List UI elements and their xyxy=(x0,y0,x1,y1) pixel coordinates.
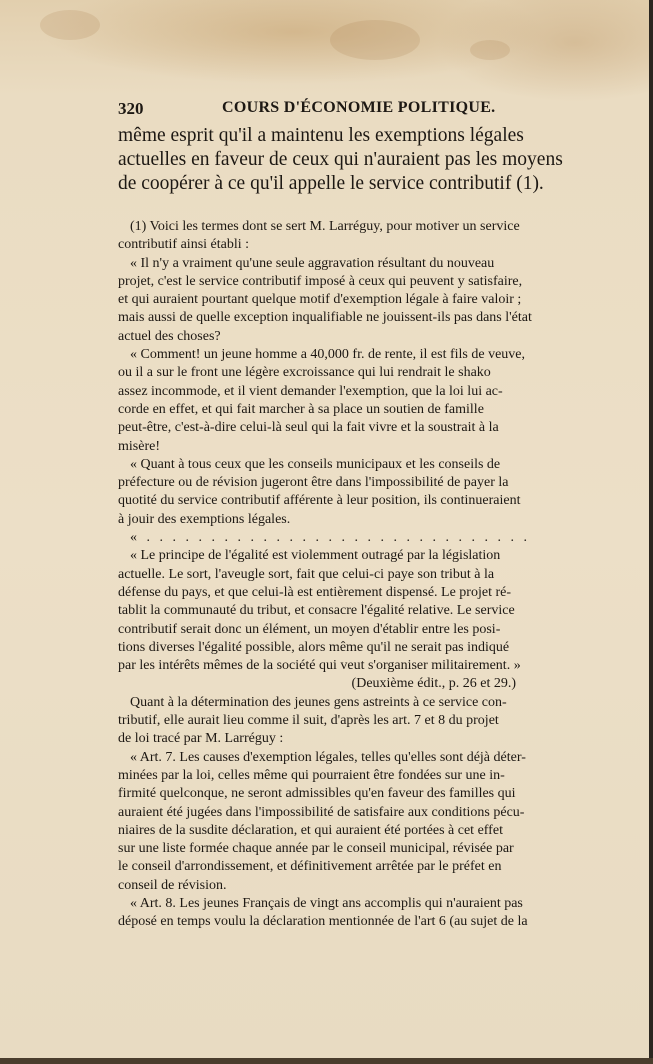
footnote-paragraph xyxy=(118,547,580,675)
page-number: 320 xyxy=(118,99,144,118)
text-line: « Art. 8. Les jeunes Français de vingt ans accomplis qui n'auraient pas xyxy=(130,895,523,911)
page-edge-shadow xyxy=(0,1058,653,1064)
text-line: conseil de révision. xyxy=(118,877,227,893)
running-title: COURS D'ÉCONOMIE POLITIQUE. xyxy=(222,99,496,116)
text-line: préfecture ou de révision jugeront être dans l'impossibilité de payer la xyxy=(118,475,509,491)
text-line: déposé en temps voulu la déclaration mentionnée de l'art 6 (au sujet de la xyxy=(118,914,528,930)
footnote-paragraph xyxy=(118,218,580,255)
page-header xyxy=(118,99,588,121)
text-line: quotité du service contributif afférente à leur position, ils continueraient xyxy=(118,493,521,509)
text-line: tributif, elle aurait lieu comme il suit, d'après les art. 7 et 8 du projet xyxy=(118,713,499,729)
text-line: tions diverses l'égalité possible, alors même qu'il ne serait pas indiqué xyxy=(118,639,510,655)
text-line: assez incommode, et il vient demander l'exemption, que la loi lui ac- xyxy=(118,383,503,399)
text-line: de loi tracé par M. Larréguy : xyxy=(118,731,284,747)
text-line: corde en effet, et qui fait marcher à sa place un soutien de famille xyxy=(118,401,484,417)
text-line: projet, c'est le service contributif imposé à ceux qui peuvent y satisfaire, xyxy=(118,273,523,289)
text-line: sur une liste formée chaque année par le conseil municipal, révisée par xyxy=(118,841,514,857)
footnote-paragraph xyxy=(118,346,580,456)
text-line: misère! xyxy=(118,438,160,454)
footnote-paragraph xyxy=(118,895,580,932)
footnote-paragraph xyxy=(118,255,580,346)
footnote-paragraph xyxy=(118,456,580,529)
text-line: contributif serait donc un élément, un moyen d'établir entre les posi- xyxy=(118,621,501,637)
text-line: firmité quelconque, ne seront admissibles qu'en faveur des familles qui xyxy=(118,786,516,802)
text-line: « Le principe de l'égalité est violemment outragé par la législation xyxy=(130,548,501,564)
citation xyxy=(118,675,580,693)
text-line: le conseil d'arrondissement, et définitivement arrêtée par le préfet en xyxy=(118,859,502,875)
text-line: « Art. 7. Les causes d'exemption légales, telles qu'elles sont déjà déter- xyxy=(130,749,526,765)
text-line: et qui auraient pourtant quelque motif d'exemption légale à faire valoir ; xyxy=(118,292,522,308)
text-line: « . . . . . . . . . . . . . . . . . . . . . . . . . . . . . . xyxy=(130,530,530,546)
text-line: auraient été jugées dans l'impossibilité de satisfaire aux conditions pécu- xyxy=(118,804,525,820)
text-line: « Il n'y a vraiment qu'une seule aggravation résultant du nouveau xyxy=(130,255,495,271)
footnote-paragraph xyxy=(118,749,580,895)
footnote-block xyxy=(118,218,580,932)
text-line: niaires de la susdite déclaration, et qui auraient été portées à cet effet xyxy=(118,822,503,838)
foxing-stain xyxy=(330,20,420,60)
text-line: « Comment! un jeune homme a 40,000 fr. de rente, il est fils de veuve, xyxy=(130,347,526,363)
foxing-stain xyxy=(470,40,510,60)
text-line: à jouir des exemptions légales. xyxy=(118,511,291,527)
page-edge-shadow xyxy=(649,0,653,1064)
text-line: tablit la communauté du tribut, et consacre l'égalité relative. Le service xyxy=(118,603,515,619)
text-line: « Quant à tous ceux que les conseils municipaux et les conseils de xyxy=(130,456,501,472)
text-line: actuelles en faveur de ceux qui n'auraient pas les moyens xyxy=(118,149,563,170)
text-line: (1) Voici les termes dont se sert M. Larréguy, pour motiver un service xyxy=(130,219,520,234)
ellipsis-row xyxy=(118,529,580,547)
text-line: contributif ainsi établi : xyxy=(118,237,250,253)
text-line: de coopérer à ce qu'il appelle le service contributif (1). xyxy=(118,173,544,194)
foxing-stain xyxy=(40,10,100,40)
text-line: par les intérêts mêmes de la société qui veut s'organiser militairement. » xyxy=(118,658,521,674)
text-line: actuel des choses? xyxy=(118,328,221,344)
text-line: mais aussi de quelle exception inqualifiable ne jouissent-ils pas dans l'état xyxy=(118,310,532,326)
text-line: ou il a sur le front une légère excroissance qui lui rendrait le shako xyxy=(118,365,491,381)
text-line: minées par la loi, celles même qui pourraient être fondées sur une in- xyxy=(118,767,505,783)
text-line: actuelle. Le sort, l'aveugle sort, fait que celui-ci paye son tribut à la xyxy=(118,566,495,582)
text-line: (Deuxième édit., p. 26 et 29.) xyxy=(351,676,516,692)
main-text xyxy=(118,124,580,196)
text-line: Quant à la détermination des jeunes gens astreints à ce service con- xyxy=(130,694,507,710)
footnote-paragraph xyxy=(118,694,580,749)
text-line: même esprit qu'il a maintenu les exemptions légales xyxy=(118,125,524,146)
text-line: défense du pays, et que celui-là est entièrement dispensé. Le projet ré- xyxy=(118,584,512,600)
text-line: peut-être, c'est-à-dire celui-là seul qui la fait vivre et la soustrait à la xyxy=(118,420,499,436)
